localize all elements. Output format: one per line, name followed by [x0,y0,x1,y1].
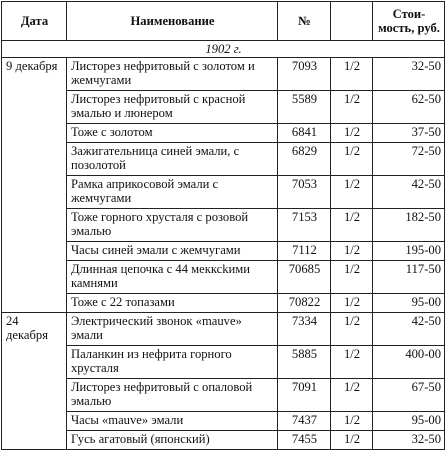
item-fraction: 1/2 [331,143,373,176]
item-cost: 195-00 [373,242,445,261]
table-row [2,346,445,379]
item-fraction: 1/2 [331,379,373,412]
item-number: 7455 [278,431,331,450]
table-row [2,261,445,294]
item-number: 6841 [278,124,331,143]
date-cell: 9 декабря [2,58,67,313]
item-name: Листорез нефритовый с опаловой эмалью [67,379,278,412]
item-number: 5885 [278,346,331,379]
item-number: 70822 [278,294,331,313]
table-row [2,379,445,412]
item-number: 70685 [278,261,331,294]
item-fraction: 1/2 [331,261,373,294]
item-cost: 72-50 [373,143,445,176]
item-name: Листорез нефритовый с золотом и жемчугами [67,58,278,91]
item-name: Длинная цепочка с 44 мекксkими камнями [67,261,278,294]
header-cost-line1: Стои- [392,7,426,21]
item-cost: 42-50 [373,313,445,346]
item-fraction: 1/2 [331,313,373,346]
item-number: 7334 [278,313,331,346]
table-row [2,91,445,124]
item-cost: 32-50 [373,58,445,91]
item-name: Электрический звонок «mauve» эмали [67,313,278,346]
item-cost: 95-00 [373,412,445,431]
item-cost: 182-50 [373,209,445,242]
header-row [2,2,445,41]
header-cost-line2: мость, руб. [378,21,440,35]
item-name: Тоже с 22 топазами [67,294,278,313]
item-number: 7053 [278,176,331,209]
item-name: Гусь агатовый (японский) [67,431,278,450]
item-cost: 67-50 [373,379,445,412]
table-row [2,209,445,242]
item-fraction: 1/2 [331,58,373,91]
item-fraction: 1/2 [331,431,373,450]
year-row [2,41,445,58]
item-number: 5589 [278,91,331,124]
item-cost: 42-50 [373,176,445,209]
header-date: Дата [2,2,67,41]
year-label: 1902 г. [2,41,445,58]
header-number: № [278,2,331,41]
item-number: 7153 [278,209,331,242]
item-name: Зажигательница синей эмали, с позолотой [67,143,278,176]
item-fraction: 1/2 [331,242,373,261]
item-fraction: 1/2 [331,91,373,124]
item-fraction: 1/2 [331,412,373,431]
table-row [2,242,445,261]
item-fraction: 1/2 [331,124,373,143]
table-row [2,431,445,450]
item-cost: 32-50 [373,431,445,450]
date-cell: 24 декабря [2,313,67,450]
header-fraction [331,2,373,41]
item-fraction: 1/2 [331,294,373,313]
item-name: Рамка априкосовой эмали с жемчугами [67,176,278,209]
item-cost: 95-00 [373,294,445,313]
header-cost [373,2,445,41]
table-row [2,313,445,346]
item-number: 7437 [278,412,331,431]
item-number: 7091 [278,379,331,412]
table-row [2,58,445,91]
table-row [2,143,445,176]
ledger-table [1,1,445,450]
item-name: Тоже с золотом [67,124,278,143]
item-number: 6829 [278,143,331,176]
item-number: 7112 [278,242,331,261]
item-cost: 62-50 [373,91,445,124]
item-cost: 37-50 [373,124,445,143]
item-name: Тоже горного хрусталя с розовой эмалью [67,209,278,242]
item-fraction: 1/2 [331,176,373,209]
item-name: Часы синей эмали с жемчугами [67,242,278,261]
item-name: Листорез нефритовый с красной эмалью и люнером [67,91,278,124]
item-number: 7093 [278,58,331,91]
table-row [2,124,445,143]
header-name: Наименование [67,2,278,41]
table-row [2,412,445,431]
item-fraction: 1/2 [331,209,373,242]
item-cost: 117-50 [373,261,445,294]
item-cost: 400-00 [373,346,445,379]
item-name: Часы «mauve» эмали [67,412,278,431]
item-name: Паланкин из нефрита горного хрусталя [67,346,278,379]
table-row [2,176,445,209]
table-row [2,294,445,313]
item-fraction: 1/2 [331,346,373,379]
